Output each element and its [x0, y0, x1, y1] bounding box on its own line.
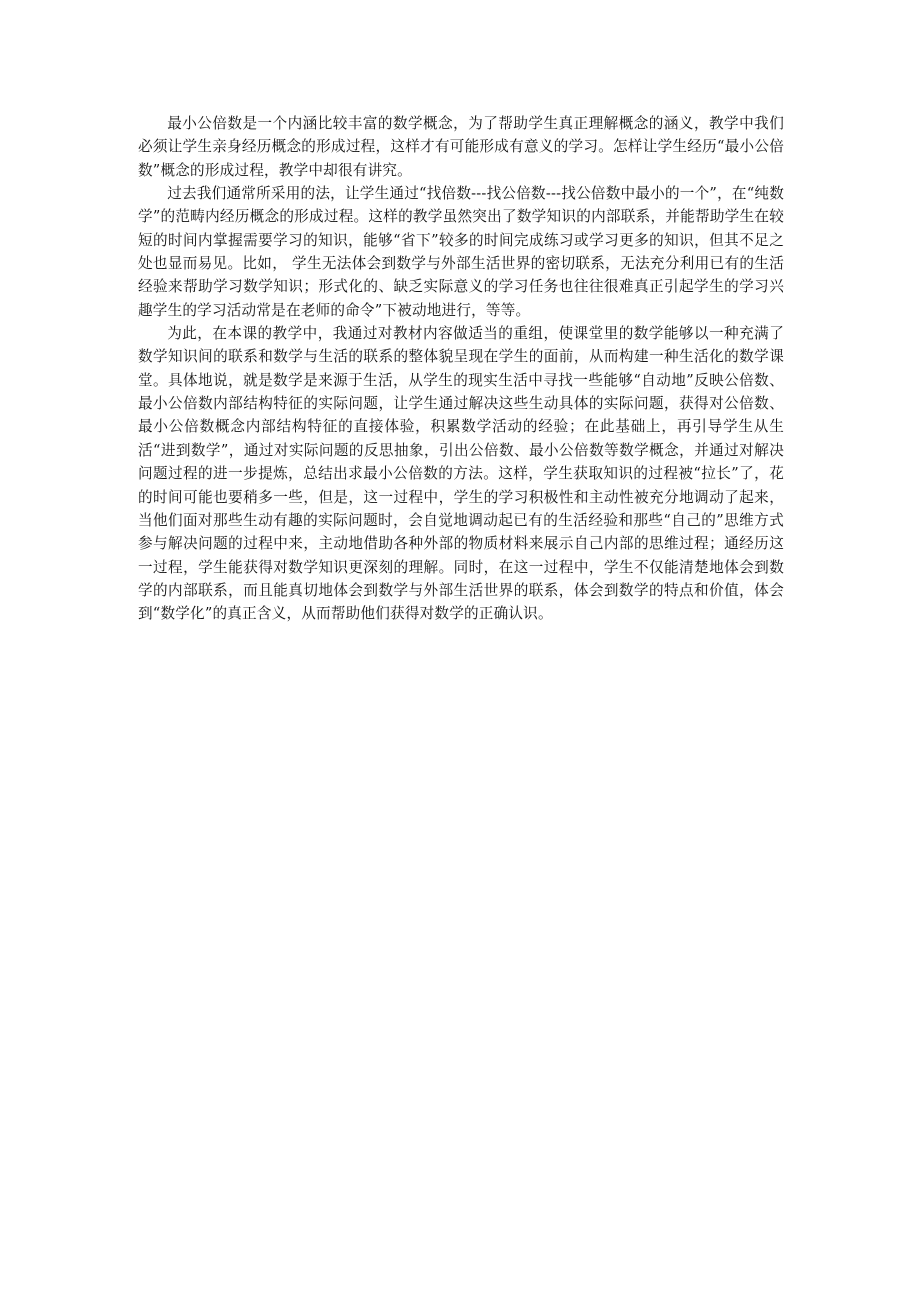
- document-body: [138, 112, 784, 626]
- paragraph-2: 过去我们通常所采用的法，让学生通过“找倍数---找公倍数---找公倍数中最小的一个”，在“纯数学”的范畴内经历概念的形成过程。这样的教学虽然突出了数学知识的内部联系，并能帮助学生在较短的时间内掌握需要学习的知识，能够“省下”较多的时间完成练习或学习更多的知识，但其不足之处也显而易见。比如， 学生无法体会到数学与外部生活世界的密切联系，无法充分利用已有的生活经验来帮助学习数学知识；形式化的、缺乏实际意义的学习任务也往往很难真正引起学生的学习兴趣学生的学习活动常是在老师的命令”下被动地进行，等等。: [138, 185, 784, 319]
- paragraph-3: 为此，在本课的教学中，我通过对教材内容做适当的重组，使课堂里的数学能够以一种充满了数学知识间的联系和数学与生活的联系的整体貌呈现在学生的面前，从而构建一种生活化的数学课堂。具体地说，就是数学是来源于生活，从学生的现实生活中寻找一些能够“自动地”反映公倍数、最小公倍数内部结构特征的实际问题，让学生通过解决这些生动具体的实际问题，获得对公倍数、最小公倍数概念内部结构特征的直接体验，积累数学活动的经验；在此基础上，再引导学生从生活“进到数学”，通过对实际问题的反思抽象，引出公倍数、最小公倍数等数学概念，并通过对解决问题过程的进一步提炼，总结出求最小公倍数的方法。这样，学生获取知识的过程被“拉长”了，花的时间可能也要稍多一些，但是，这一过程中，学生的学习积极性和主动性被充分地调动了起来，当他们面对那些生动有趣的实际问题时，会自觉地调动起已有的生活经验和那些“自己的”思维方式参与解决问题的过程中来，主动地借助各种外部的物质材料来展示自己内部的思维过程；通经历这一过程，学生能获得对数学知识更深刻的理解。同时，在这一过程中，学生不仅能清楚地体会到数学的内部联系，而且能真切地体会到数学与外部生活世界的联系，体会到数学的特点和价值，体会到“数学化”的真正含义，从而帮助他们获得对数学的正确认识。: [138, 325, 784, 623]
- paragraph-1: 最小公倍数是一个内涵比较丰富的数学概念，为了帮助学生真正理解概念的涵义，教学中我们必须让学生亲身经历概念的形成过程，这样才有可能形成有意义的学习。怎样让学生经历“最小公倍数”概念的形成过程，教学中却很有讲究。: [138, 115, 784, 179]
